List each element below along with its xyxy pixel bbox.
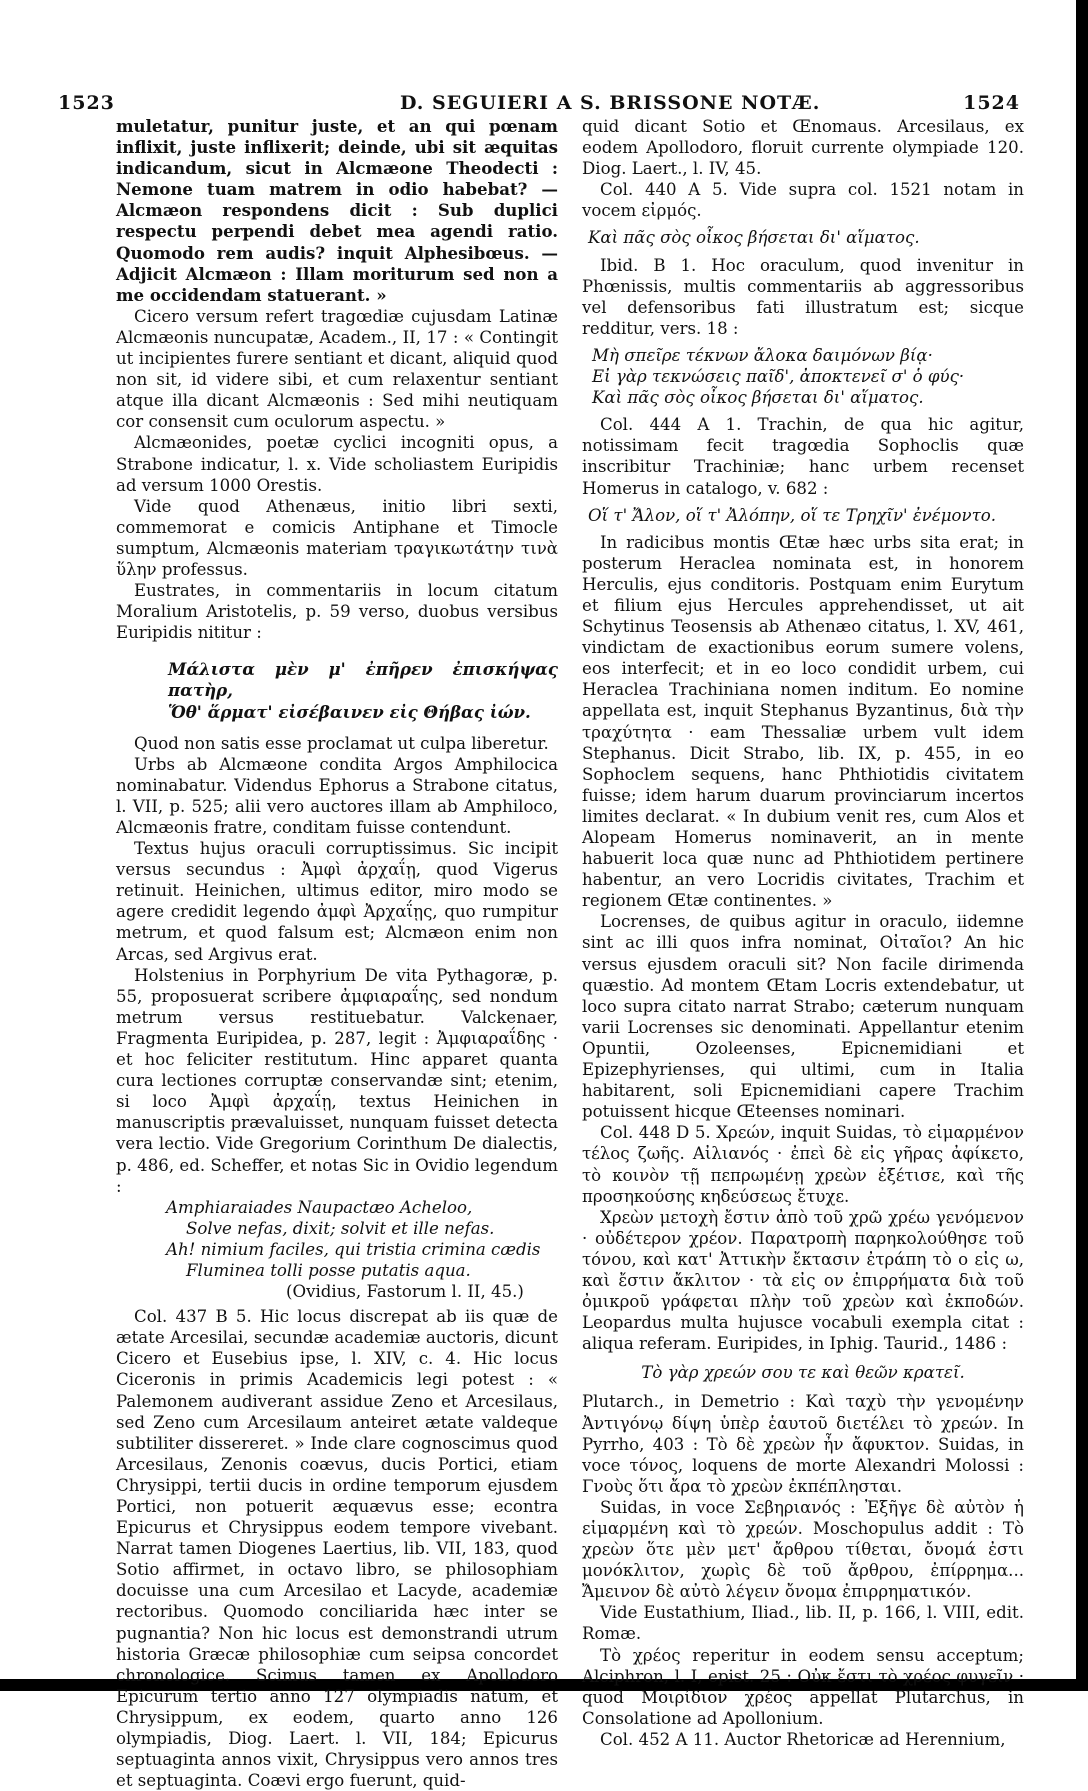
paragraph: Locrenses, de quibus agitur in oraculo, iidemne sint ac illi quos infra nominat, Οἰταῖοι? An hic versus ejusdem oraculi sit? Non facile dirimenda quæstio. Ad montem Œtam Locris extendebatur, ut loco supra citato narrat Strabo; cæterum nunquam varii Locrenses sic denominati. Appellantur etenim Opuntii, Ozoleenses, Epicnemidiani et Epizephyrienses, qui ultimi, cum in Italia habitarent, soli Epicnemidiani capere Trachim potuissent hicque Œteenses nominari. <box>582 912 1024 1122</box>
paragraph: Quod non satis esse proclamat ut culpa liberetur. <box>134 733 549 753</box>
verse-line: Ah! nimium faciles, qui tristia crimina cædis <box>166 1239 541 1259</box>
right-column <box>582 116 1024 1750</box>
greek-line: Καὶ πᾶς σὸς οἶκος βήσεται δι' αἵματος. <box>588 228 920 248</box>
quote-source: (Ovidius, Fastorum l. II, 45.) <box>286 1282 524 1302</box>
paragraph: Alcmæonides, poetæ cyclici incogniti opus, a Strabone indicatur, l. x. Vide scholiastem Euripidis ad versum 1000 Orestis. <box>116 433 558 495</box>
paragraph: Col. 437 B 5. Hic locus discrepat ab iis quæ de ætate Arcesilai, secundæ academiæ auctoris, dicunt Cicero et Eusebius ipse, l. XIV, c. 4. Hic locus Ciceronis in primis Academicis legi potest : « Palemonem audiverant assidue Zeno et Arcesilaus, sed Zeno cum Arcesilaum anteiret ætate valdeque subtiliter dissereret. » Inde clare cognoscimus quod Arcesilaus, Zenonis coævus, ducis Portici, etiam Chrysippi, tertii ducis in ordine temporum ejusdem Portici, non potuerit æquævus esse; econtra Epicurus et Chrysippus eodem tempore vivebant. Narrat tamen Diogenes Laertius, lib. VII, 183, quod Sotio affirmet, in octavo libro, se philosophiam docuisse una cum Arcesilao et Lacyde, academiæ rectoribus. Quomodo conciliarida hæc inter se pugnantia? Non hic locus est demonstrandi utrum historia Græcæ philosophiæ cum seipsa concordet chronologice. Scimus tamen ex Apollodoro Epicurum tertio anno 127 olympiadis natum, et Chrysippum, ex eodem, quarto anno 126 olympiadis, Diog. Laert. l. VII, 184; Epicurus septuaginta annos vixit, Chrysippus vero annos tres et septuaginta. Coævi ergo fuerunt, quid- <box>116 1307 558 1791</box>
verse-line: Μὴ σπεῖρε τέκνων ἄλοκα δαιμόνων βίᾳ· <box>592 345 933 365</box>
verse-line: Amphiaraiades Naupactæo Acheloo, <box>166 1197 473 1217</box>
verse-line: Ὅθ' ἅρματ' εἰσέβαινεν εἰς Θήβας ἰών. <box>168 701 531 722</box>
running-title: D. SEGUIERI A S. BRISSONE NOTÆ. <box>400 92 821 114</box>
verse-line: Fluminea tolli posse putatis aqua. <box>186 1260 471 1280</box>
page-number-right: 1524 <box>963 92 1020 114</box>
paragraph: Vide quod Athenæus, initio libri sexti, commemorat e comicis Antiphane et Timocle sumptum, Alcmæonis materiam τραγικωτάτην τινὰ ὕλην professus. <box>116 496 558 579</box>
ovid-quote <box>116 1197 558 1302</box>
paragraph: Eustrates, in commentariis in locum citatum Moralium Aristotelis, p. 59 verso, duobus versibus Euripidis nititur : <box>116 581 558 643</box>
paragraph: quid dicant Sotio et Œnomaus. Arcesilaus, ex eodem Apollodoro, floruit currente olympiade 120. Diog. Laert., l. IV, 45. <box>582 117 1024 179</box>
left-column <box>116 116 558 1791</box>
paragraph: Τὸ χρέος reperitur in eodem sensu acceptum; Alciphron, l. I, epist. 25 : Οὐκ ἔστι τὸ χρέος φυγεῖν · quod Μοιρίδιον χρέος appellat Plutarchus, in Consolatione ad Apollonium. <box>582 1645 1024 1728</box>
paragraph: Χρεὼν μετοχὴ ἔστιν ἀπὸ τοῦ χρῶ χρέω γενόμενον · οὐδέτερον χρέον. Παρατροπὴ παρηκολούθησε τοῦ τόνου, καὶ κατ' Ἀττικὴν ἔκτασιν ἐτράπη τὸ ο εἰς ω, καὶ ἔστιν ἄκλιτον · τὰ εἰς ον ἐπιρρήματα διὰ τοῦ ὀμικροῦ γράφεται πλὴν τοῦ χρεὼν καὶ ἐκποδών. Leopardus multa hujusce vocabuli exempla citat : aliqua referam. Euripides, in Iphig. Taurid., 1486 : <box>582 1207 1024 1354</box>
greek-verse-quote <box>116 659 558 722</box>
verse-line: Μάλιστα μὲν μ' ἐπῆρεν ἐπισκήψας πατὴρ, <box>168 659 558 701</box>
paragraph: Urbs ab Alcmæone condita Argos Amphilocica nominabatur. Videndus Ephorus a Strabone citatus, l. VII, p. 525; alii vero auctores illam ab Amphiloco, Alcmæonis fratre, conditam fuisse contendunt. <box>116 754 558 837</box>
verse-line: Καὶ πᾶς σὸς οἶκος βήσεται δι' αἵματος. <box>592 388 924 408</box>
paragraph: In radicibus montis Œtæ hæc urbs sita erat; in posterum Heraclea nominata est, in honorem Herculis, ejus conditoris. Postquam enim Eurytum et filium ejus Hercules apprehendisset, ut ait Schytinus Teosensis ab Athenæo citatus, l. XV, 461, vindictam de exactionibus eorum sumere volens, eos interfecit; et in eo loco condidit urbem, cui Heraclea Trachiniana nomen inditum. Eo nomine appellata est, inquit Stephanus Byzantinus, διὰ τὴν τραχύτητα · eam Thessaliæ urbem vult idem Stephanus. Dicit Strabo, lib. IX, p. 455, in eo Sophoclem sequens, hanc Phthiotidis civitatem fuisse; idem harum duarum provinciarum incertos limites declarat. « In dubium venit res, cum Alos et Alopeam Homerus nominaverit, an in mente habuerit loca quæ nunc ad Phthiotidem pertinere habentur, an vero Locridis civitates, Trachim et regionem Œtæ continentes. » <box>582 532 1024 911</box>
greek-verse-quote <box>588 345 1024 408</box>
greek-line: Τὸ γὰρ χρεών σου τε καὶ θεῶν κρατεῖ. <box>641 1363 965 1383</box>
greek-line: Οἵ τ' Ἄλον, οἵ τ' Ἀλόπην, οἵ τε Τρηχῖν' ἐνέμοντο. <box>588 505 997 525</box>
page-number-left: 1523 <box>58 92 115 114</box>
paragraph: Plutarch., in Demetrio : Καὶ ταχὺ τὴν γενομένην Ἀντιγόνῳ δίψη ὑπὲρ ἑαυτοῦ διετέλει τὸ χρεών. In Pyrrho, 403 : Τὸ δὲ χρεὼν ἦν ἄφυκτον. Suidas, in voce τόνος, loquens de morte Alexandri Molossi : Γνοὺς ὅτι ἄρα τὸ χρεὼν ἐκπέπλησται. <box>582 1392 1024 1496</box>
paragraph: Col. 440 A 5. Vide supra col. 1521 notam in vocem εἰρμός. <box>582 180 1024 221</box>
paragraph: Col. 452 A 11. Auctor Rhetoricæ ad Herennium, <box>600 1729 1006 1749</box>
paragraph: Cicero versum refert tragœdiæ cujusdam Latinæ Alcmæonis nuncupatæ, Academ., II, 17 : « Contingit ut incipientes furere sentiant et dicant, aliquid quod non sit, id videre sibi, et cum relaxentur sentiant atque illa dicant Alcmæonis : Sed mihi neutiquam cor consensit cum oculorum aspectu. » <box>116 306 558 432</box>
paragraph: Suidas, in voce Σεβηριανός : Ἐξῆγε δὲ αὐτὸν ἡ εἱμαρμένη καὶ τὸ χρεών. Moschopulus addit : Τὸ χρεὼν ὅτε μὲν μετ' ἄρθρου τίθεται, ὄνομά ἐστι μονόκλιτον, χωρὶς δὲ τοῦ ἄρθρου, ἐπίρρημα... Ἄμεινον δὲ αὐτὸ λέγειν ὄνομα ἐπιρρηματικόν. <box>582 1497 1024 1602</box>
paragraph: Holstenius in Porphyrium De vita Pythagoræ, p. 55, proposuerat scribere ἀμφιαραΐης, sed nondum metrum versus restituebatur. Valckenaer, Fragmenta Euripidea, p. 287, legit : Ἀμφιαραΐδης · et hoc feliciter restitutum. Hinc apparet quanta cura lectiones corruptæ conservandæ sint; etenim, si loco Ἀμφὶ ἀρχαΐῃ, textus Heinichen in manuscriptis prævaluisset, nunquam fuisset detecta vera lectio. Vide Gregorium Corinthum De dialectis, p. 486, ed. Scheffer, et notas Sic in Ovidio legendum : <box>116 965 558 1196</box>
paragraph: Col. 448 D 5. Χρεών, inquit Suidas, τὸ εἱμαρμένον τέλος ζωῆς. Αἰλιανός · ἐπεὶ δὲ εἰς γῆρας ἀφίκετο, τὸ κοινὸν τῇ πεπρωμένῃ χρεὼν ἐξέτισε, καὶ τῆς προσηκούσης κηδεύσεως ἔτυχε. <box>582 1123 1024 1206</box>
verse-line: Solve nefas, dixit; solvit et ille nefas. <box>186 1218 495 1238</box>
paragraph: muletatur, punitur juste, et an qui pœnam inflixit, juste inflixerit; deinde, ubi sit æquitas indicandum, sicut in Alcmæone Theodecti : Nemone tuam matrem in odio habebat? — Alcmæon respondens dicit : Sub duplici respectu perpendi debet mea agendi ratio. Quomodo rem audis? inquit Alphesibœus. — Adjicit Alcmæon : Illam moriturum sed non a me occidendam statuerant. » <box>116 116 558 305</box>
paragraph: Ibid. B 1. Hoc oraculum, quod invenitur in Phœnissis, multis commentariis ab aggressoribus vel defensoribus fati illustratum est; sicque redditur, vers. 18 : <box>582 255 1024 338</box>
paragraph: Vide Eustathium, Iliad., lib. II, p. 166, l. VIII, edit. Romæ. <box>582 1603 1024 1644</box>
right-scan-edge <box>1076 0 1088 1691</box>
paragraph: Col. 444 A 1. Trachin, de qua hic agitur, notissimam fecit tragœdia Sophoclis quæ inscribitur Trachiniæ; hanc urbem recenset Homerus in catalogo, v. 682 : <box>582 415 1024 498</box>
paragraph: Textus hujus oraculi corruptissimus. Sic incipit versus secundus : Ἀμφὶ ἀρχαΐῃ, quod Vigerus retinuit. Heinichen, ultimus editor, miro modo se agere credidit legendo ἀμφὶ Ἀρχαΐῃς, quo rumpitur metrum, et quod falsum est; Alcmæon enim non Arcas, sed Argivus erat. <box>116 839 558 964</box>
verse-line: Εἰ γὰρ τεκνώσεις παῖδ', ἀποκτενεῖ σ' ὁ φύς· <box>592 367 965 387</box>
